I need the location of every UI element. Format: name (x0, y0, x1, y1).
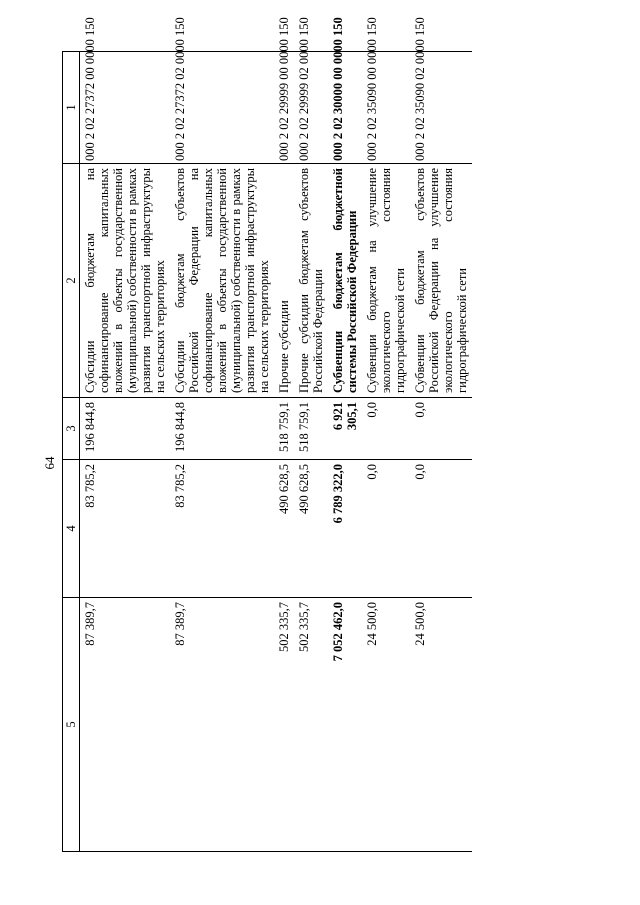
column-header: 2 (63, 164, 80, 398)
code-cell: 000 2 02 29999 02 0000 150 (294, 52, 328, 164)
name-cell: Прочие субсидии (274, 164, 294, 398)
header-row (63, 52, 80, 852)
table-row (410, 52, 472, 852)
name-cell: Субвенции бюджетам субъектов Российской Федерации на улучшение экологического состояния гидрографической сети (410, 164, 472, 398)
value-col4-cell: 0,0 (362, 460, 410, 598)
value-col5-cell: 87 389,7 (170, 598, 274, 852)
rotated-page-content (62, 17, 578, 852)
column-header: 5 (63, 598, 80, 852)
table-row (274, 52, 294, 852)
value-col5-cell: 502 335,7 (274, 598, 294, 852)
value-col4-cell: 83 785,2 (80, 460, 171, 598)
value-col4-cell: 83 785,2 (170, 460, 274, 598)
budget-table (62, 17, 472, 852)
code-cell: 000 2 02 27372 00 0000 150 (80, 52, 171, 164)
code-cell: 000 2 02 35090 02 0000 150 (410, 52, 472, 164)
value-col3-cell: 0,0 (362, 398, 410, 460)
column-header: 4 (63, 460, 80, 598)
code-cell: 000 2 02 30000 00 0000 150 (328, 52, 362, 164)
column-header: 3 (63, 398, 80, 460)
name-cell: Субвенции бюджетам на улучшение экологического состояния гидрографической сети (362, 164, 410, 398)
value-col3-cell: 196 844,8 (80, 398, 171, 460)
value-col4-cell: 6 789 322,0 (328, 460, 362, 598)
value-col5-cell: 7 052 462,0 (328, 598, 362, 852)
value-col3-cell: 6 921 305,1 (328, 398, 362, 460)
value-col3-cell: 518 759,1 (294, 398, 328, 460)
value-col3-cell: 518 759,1 (274, 398, 294, 460)
value-col5-cell: 502 335,7 (294, 598, 328, 852)
value-col5-cell: 87 389,7 (80, 598, 171, 852)
value-col3-cell: 0,0 (410, 398, 472, 460)
value-col4-cell: 490 628,5 (294, 460, 328, 598)
column-header: 1 (63, 52, 80, 164)
table-row (80, 52, 171, 852)
table-row (362, 52, 410, 852)
table-row (328, 52, 362, 852)
name-cell: Субсидии бюджетам на софинансирование капитальных вложений в объекты государственной (муниципальной) собственности в рамках развития транспортной инфраструктуры на сельских территориях (80, 164, 171, 398)
code-cell: 000 2 02 27372 02 0000 150 (170, 52, 274, 164)
code-cell: 000 2 02 35090 00 0000 150 (362, 52, 410, 164)
name-cell: Субсидии бюджетам субъектов Российской Федерации на софинансирование капитальных вложений в объекты государственной (муниципальной) собственности в рамках развития транспортной инфраструктуры на сельских территориях (170, 164, 274, 398)
value-col4-cell: 0,0 (410, 460, 472, 598)
table-row (170, 52, 274, 852)
value-col5-cell: 24 500,0 (362, 598, 410, 852)
value-col4-cell: 490 628,5 (274, 460, 294, 598)
name-cell: Субвенции бюджетам бюджетной системы Российской Федерации (328, 164, 362, 398)
table-row (294, 52, 328, 852)
name-cell: Прочие субсидии бюджетам субъектов Российской Федерации (294, 164, 328, 398)
code-cell: 000 2 02 29999 00 0000 150 (274, 52, 294, 164)
value-col3-cell: 196 844,8 (170, 398, 274, 460)
page-number: 64 (42, 456, 57, 470)
value-col5-cell: 24 500,0 (410, 598, 472, 852)
